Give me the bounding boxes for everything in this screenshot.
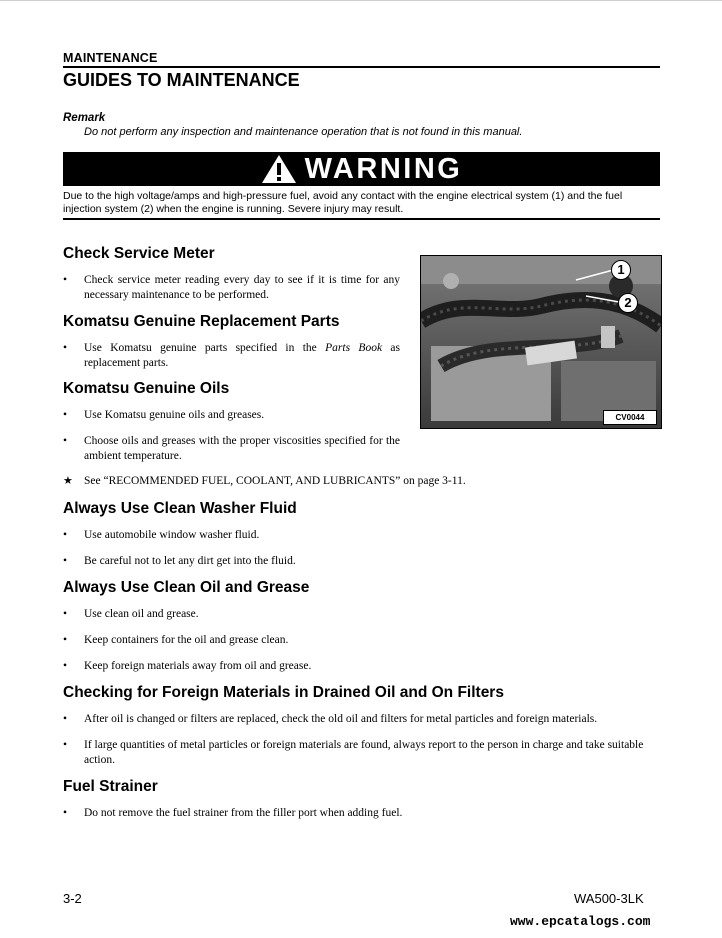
list-item-text: Check service meter reading every day to see if it is time for any necessary maintenance to be performed. [84,274,400,301]
list-item [63,738,660,768]
section-heading-oil-grease: Always Use Clean Oil and Grease [63,579,310,596]
callout-1: 1 [611,260,631,280]
star-icon: ★ [63,475,73,487]
section-heading-fuel-strainer: Fuel Strainer [63,778,158,795]
list-item-text: Keep foreign materials away from oil and grease. [84,660,312,672]
callout-2: 2 [618,293,638,313]
page-number: 3-2 [63,891,82,906]
warning-triangle-icon [261,154,297,184]
list-item [63,408,400,423]
remark-title: Remark [63,112,106,124]
parts-book-title: Parts Book [325,342,383,354]
text-run: Use Komatsu genuine parts specified in the [84,342,326,354]
bullet: • [63,739,68,751]
engine-photo-illustration [421,256,661,428]
list-item-text: Use automobile window washer fluid. [84,529,260,541]
bullet: • [63,634,68,646]
page-title: GUIDES TO MAINTENANCE [63,70,300,90]
list-item [63,659,660,674]
website-watermark: www.epcatalogs.com [510,914,651,929]
bullet: • [63,660,68,672]
list-item [63,341,400,371]
bullet: • [63,342,68,354]
figure-caption: CV0044 [603,410,657,425]
section-heading-foreign-materials: Checking for Foreign Materials in Drained Oil and On Filters [63,684,504,701]
warning-banner [63,152,660,186]
bullet: • [63,409,68,421]
list-item-text: If large quantities of metal particles or foreign materials are found, always report to the person in charge and take suitable action. [84,739,644,766]
section-label: MAINTENANCE [63,51,158,65]
note-item [63,474,660,489]
engine-photo [420,255,662,429]
model-number: WA500-3LK [574,891,644,906]
bullet: • [63,807,68,819]
bullet: • [63,713,68,725]
bullet: • [63,529,68,541]
list-item-text: Keep containers for the oil and grease clean. [84,634,289,646]
top-border [0,0,722,1]
list-item [63,607,660,622]
list-item-text: Do not remove the fuel strainer from the filler port when adding fuel. [84,807,403,819]
list-item-text: Choose oils and greases with the proper viscosities specified for the ambient temperature. [84,435,400,462]
list-item [63,633,660,648]
warning-rule [63,218,660,220]
remark-text: Do not perform any inspection and maintenance operation that is not found in this manual. [84,126,523,138]
list-item-text: After oil is changed or filters are replaced, check the old oil and filters for metal particles and foreign materials. [84,713,598,725]
list-item-text: Be careful not to let any dirt get into the fluid. [84,555,296,567]
list-item-text [84,341,400,371]
text-run: as replacement parts. [84,342,400,369]
warning-text: Due to the high voltage/amps and high-pressure fuel, avoid any contact with the engine electrical system (1) and the fuel injection system (2) when the engine is running. Severe injury may result. [63,190,623,215]
bullet: • [63,435,68,447]
bullet: • [63,274,68,286]
list-item [63,273,400,303]
section-heading-replacement-parts: Komatsu Genuine Replacement Parts [63,313,340,330]
list-item [63,528,660,543]
section-heading-genuine-oils: Komatsu Genuine Oils [63,380,230,397]
bullet: • [63,608,68,620]
list-item [63,712,660,727]
warning-word: WARNING [304,153,463,185]
bullet: • [63,555,68,567]
list-item-text: Use clean oil and grease. [84,608,199,620]
section-heading-washer-fluid: Always Use Clean Washer Fluid [63,500,297,517]
header-rule [63,66,660,68]
list-item-text: Use Komatsu genuine oils and greases. [84,409,265,421]
section-heading-service-meter: Check Service Meter [63,245,215,262]
list-item [63,554,660,569]
list-item [63,806,660,821]
list-item [63,434,400,464]
note-text: See “RECOMMENDED FUEL, COOLANT, AND LUBRICANTS” on page 3-11. [84,475,466,487]
